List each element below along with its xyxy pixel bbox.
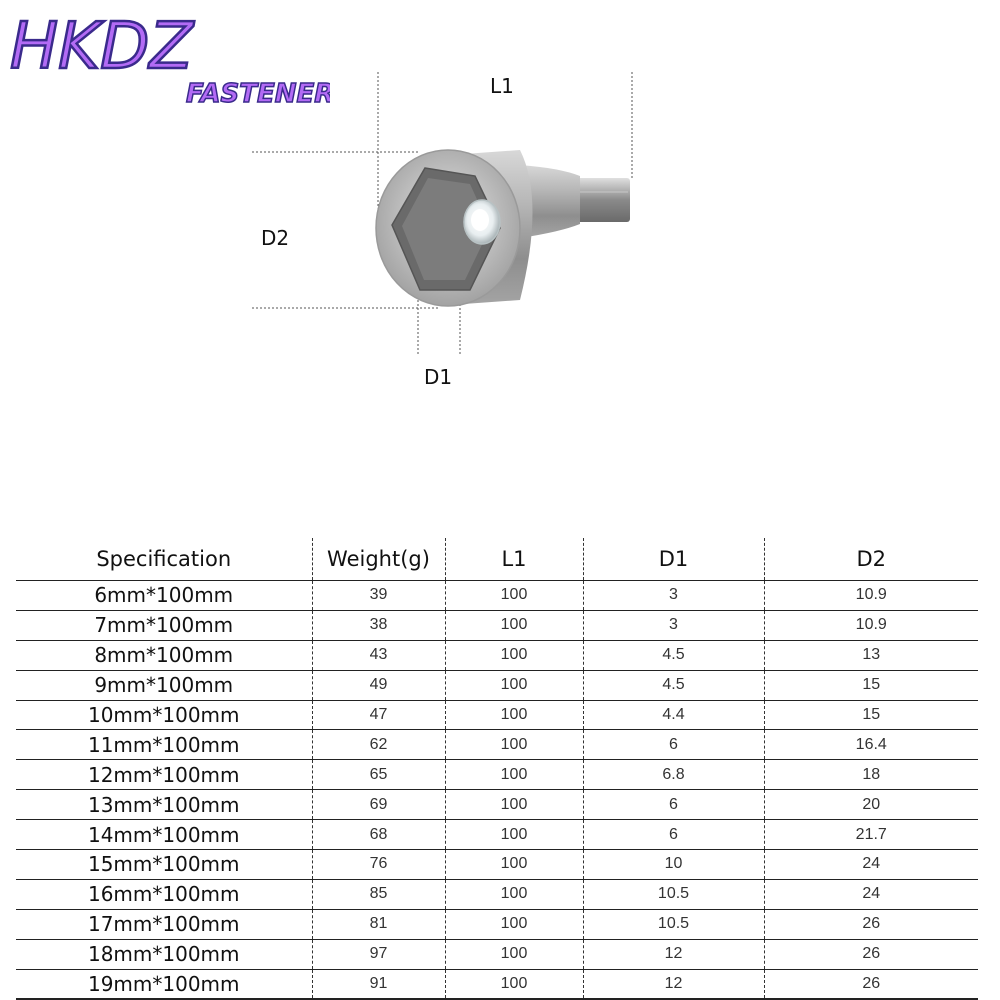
cell-weight: 62 <box>312 730 445 760</box>
cell-specification: 19mm*100mm <box>16 969 312 999</box>
cell-l1: 100 <box>445 850 583 880</box>
cell-weight: 69 <box>312 790 445 820</box>
cell-d2: 13 <box>764 640 978 670</box>
cell-d2: 15 <box>764 700 978 730</box>
table-row <box>16 670 978 700</box>
header-weight: Weight(g) <box>312 538 445 581</box>
cell-d2: 16.4 <box>764 730 978 760</box>
cell-d1: 10.5 <box>583 879 764 909</box>
cell-d2: 26 <box>764 909 978 939</box>
cell-specification: 16mm*100mm <box>16 879 312 909</box>
cell-weight: 85 <box>312 879 445 909</box>
cell-d1: 6 <box>583 820 764 850</box>
cell-d1: 12 <box>583 939 764 969</box>
table-row <box>16 879 978 909</box>
table-row <box>16 760 978 790</box>
cell-d1: 3 <box>583 581 764 611</box>
hex-shank <box>575 178 630 222</box>
cell-l1: 100 <box>445 820 583 850</box>
table-row <box>16 730 978 760</box>
cell-d2: 26 <box>764 939 978 969</box>
cell-weight: 68 <box>312 820 445 850</box>
cell-specification: 18mm*100mm <box>16 939 312 969</box>
cell-d2: 26 <box>764 969 978 999</box>
cell-d2: 24 <box>764 850 978 880</box>
cell-l1: 100 <box>445 790 583 820</box>
cell-weight: 39 <box>312 581 445 611</box>
table-row <box>16 700 978 730</box>
cell-d1: 10 <box>583 850 764 880</box>
cell-l1: 100 <box>445 939 583 969</box>
specification-table <box>16 538 978 1000</box>
table-row <box>16 820 978 850</box>
cell-l1: 100 <box>445 909 583 939</box>
table-header-row <box>16 538 978 581</box>
cell-weight: 81 <box>312 909 445 939</box>
cell-specification: 12mm*100mm <box>16 760 312 790</box>
cell-l1: 100 <box>445 581 583 611</box>
cell-weight: 47 <box>312 700 445 730</box>
product-diagram <box>0 0 1000 420</box>
logo-sub-text: FASTENER <box>186 79 330 109</box>
cell-d2: 10.9 <box>764 610 978 640</box>
cell-specification: 7mm*100mm <box>16 610 312 640</box>
logo-brand-text: HKDZ <box>10 10 194 84</box>
cell-l1: 100 <box>445 760 583 790</box>
cell-d1: 10.5 <box>583 909 764 939</box>
cell-weight: 65 <box>312 760 445 790</box>
specification-table-container <box>16 538 978 1000</box>
cell-weight: 91 <box>312 969 445 999</box>
cell-d2: 20 <box>764 790 978 820</box>
cell-l1: 100 <box>445 670 583 700</box>
cell-weight: 97 <box>312 939 445 969</box>
cell-d1: 4.4 <box>583 700 764 730</box>
dimension-label-d1: D1 <box>424 365 453 389</box>
header-specification: Specification <box>96 547 232 571</box>
dimension-label-l1: L1 <box>490 74 514 98</box>
table-row <box>16 640 978 670</box>
header-l1: L1 <box>445 538 583 581</box>
cell-d1: 6 <box>583 790 764 820</box>
cell-d2: 18 <box>764 760 978 790</box>
cell-l1: 100 <box>445 640 583 670</box>
cell-weight: 76 <box>312 850 445 880</box>
cell-specification: 11mm*100mm <box>16 730 312 760</box>
cell-l1: 100 <box>445 700 583 730</box>
cell-specification: 17mm*100mm <box>16 909 312 939</box>
cell-d2: 21.7 <box>764 820 978 850</box>
cell-d2: 15 <box>764 670 978 700</box>
cell-l1: 100 <box>445 730 583 760</box>
table-row <box>16 581 978 611</box>
table-row <box>16 790 978 820</box>
table-row <box>16 939 978 969</box>
cell-specification: 8mm*100mm <box>16 640 312 670</box>
cell-d1: 6 <box>583 730 764 760</box>
cell-specification: 15mm*100mm <box>16 850 312 880</box>
cell-d1: 12 <box>583 969 764 999</box>
header-d2: D2 <box>764 538 978 581</box>
cell-d1: 4.5 <box>583 670 764 700</box>
cell-specification: 6mm*100mm <box>16 581 312 611</box>
table-row <box>16 909 978 939</box>
cell-l1: 100 <box>445 610 583 640</box>
cell-weight: 38 <box>312 610 445 640</box>
table-row <box>16 610 978 640</box>
cell-weight: 49 <box>312 670 445 700</box>
cell-l1: 100 <box>445 879 583 909</box>
cell-d2: 10.9 <box>764 581 978 611</box>
cell-specification: 13mm*100mm <box>16 790 312 820</box>
cell-d1: 4.5 <box>583 640 764 670</box>
cell-weight: 43 <box>312 640 445 670</box>
cell-specification: 14mm*100mm <box>16 820 312 850</box>
cell-d1: 3 <box>583 610 764 640</box>
table-row <box>16 969 978 999</box>
header-d1: D1 <box>583 538 764 581</box>
cell-d2: 24 <box>764 879 978 909</box>
cell-specification: 9mm*100mm <box>16 670 312 700</box>
cell-l1: 100 <box>445 969 583 999</box>
dimension-label-d2: D2 <box>261 226 290 250</box>
table-row <box>16 850 978 880</box>
cell-specification: 10mm*100mm <box>16 700 312 730</box>
cell-d1: 6.8 <box>583 760 764 790</box>
